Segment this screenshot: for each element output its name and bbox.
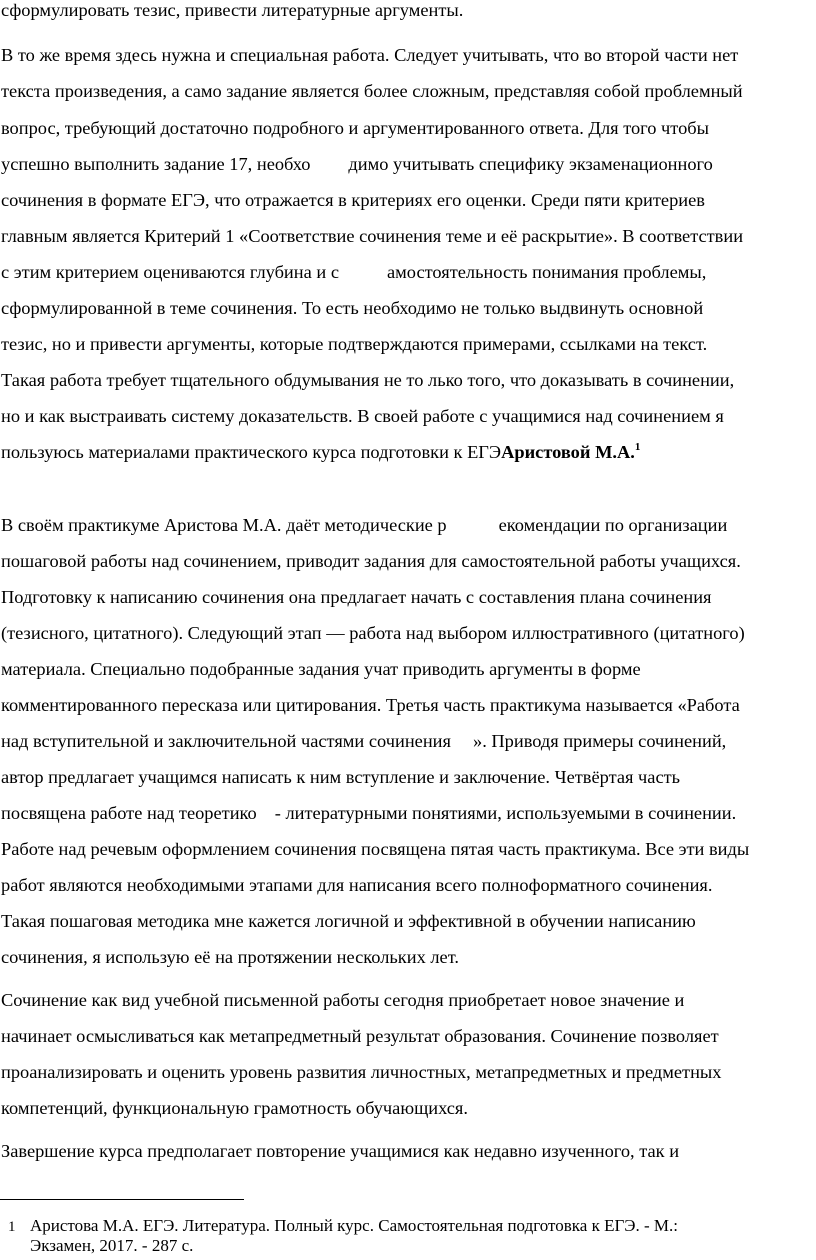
text-line: текста произведения, а само задание является более сложным, представляя собой проблемный [1, 81, 743, 101]
text-line: Завершение курса предполагает повторение учащимися как недавно изученного, так и [1, 1141, 680, 1161]
text-fragment: димо учитывать специфику экзаменационного [348, 154, 713, 174]
text-line: комментированного пересказа или цитирования. Третья часть практикума называется «Работа [1, 695, 740, 715]
text-line [1, 730, 726, 752]
text-line [1, 261, 706, 283]
text-line: проанализировать и оценить уровень развития личностных, метапредметных и предметных [1, 1062, 722, 1082]
text-fragment: над вступительной и заключительной частями сочинения [1, 731, 451, 751]
text-line: начинает осмысливаться как метапредметный результат образования. Сочинение позволяет [1, 1026, 719, 1046]
text-line: Работе над речевым оформлением сочинения посвящена пятая часть практикума. Все эти виды [1, 839, 750, 859]
footnote-separator [0, 1199, 244, 1200]
text-line: Сочинение как вид учебной письменной работы сегодня приобретает новое значение и [1, 990, 685, 1010]
text-line [1, 441, 640, 463]
text-line [1, 153, 713, 175]
footnote-text: Экзамен, 2017. - 287 с. [30, 1236, 194, 1255]
footnote-number: 1 [8, 1219, 16, 1235]
text-fragment: - литературными понятиями, используемыми в сочинении. [274, 803, 737, 823]
author-name: Аристовой М.А. [501, 442, 635, 462]
text-fragment: с этим критерием оцениваются глубина и с [1, 262, 339, 282]
text-line: вопрос, требующий достаточно подробного и аргументированного ответа. Для того чтобы [1, 118, 710, 138]
text-fragment: ». Приводя примеры сочинений, [473, 731, 727, 751]
footnote-text: Аристова М.А. ЕГЭ. Литература. Полный курс. Самостоятельная подготовка к ЕГЭ. - М.: [30, 1216, 679, 1235]
text-line: автор предлагает учащимся написать к ним вступление и заключение. Четвёртая часть [1, 767, 681, 787]
text-line: сформулированной в теме сочинения. То есть необходимо не только выдвинуть основной [1, 298, 704, 318]
text-line: сочинения в формате ЕГЭ, что отражается в критериях его оценки. Среди пяти критериев [1, 190, 705, 210]
text-line: Такая работа требует тщательного обдумывания не то лько того, что доказывать в сочинении, [1, 370, 735, 390]
text-line: сформулировать тезис, привести литературные аргументы. [1, 0, 464, 20]
text-line: (тезисного, цитатного). Следующий этап — работа над выбором иллюстративного (цитатного) [1, 623, 745, 643]
text-line: работ являются необходимыми этапами для написания всего полноформатного сочинения. [1, 875, 713, 895]
text-line: тезис, но и привести аргументы, которые подтверждаются примерами, ссылками на текст. [1, 334, 708, 354]
text-line [1, 802, 736, 824]
text-line: В то же время здесь нужна и специальная работа. Следует учитывать, что во второй части нет [1, 45, 739, 65]
text-fragment: посвящена работе над теоретико [1, 803, 257, 823]
text-line: материала. Специально подобранные задания учат приводить аргументы в форме [1, 659, 641, 679]
text-fragment: успешно выполнить задание 17, необхо [1, 154, 311, 174]
text-line: но и как выстраивать систему доказательств. В своей работе с учащимися над сочинением я [1, 406, 724, 426]
text-line: компетенций, функциональную грамотность обучающихся. [1, 1098, 468, 1118]
text-fragment: пользуюсь материалами практического курса подготовки к ЕГЭ [1, 442, 502, 462]
text-line [1, 514, 727, 536]
text-line: сочинения, я использую её на протяжении нескольких лет. [1, 947, 459, 967]
text-line: Подготовку к написанию сочинения она предлагает начать с составления плана сочинения [1, 587, 712, 607]
text-line: пошаговой работы над сочинением, приводит задания для самостоятельной работы учащихся. [1, 551, 741, 571]
text-line: Такая пошаговая методика мне кажется логичной и эффективной в обучении написанию [1, 911, 696, 931]
text-fragment: екомендации по организации [498, 515, 728, 535]
text-fragment: амостоятельность понимания проблемы, [386, 262, 707, 282]
text-fragment: В своём практикуме Аристова М.А. даёт методические р [1, 515, 447, 535]
text-line: главным является Критерий 1 «Соответствие сочинения теме и её раскрытие». В соответствии [1, 226, 744, 246]
footnote-reference[interactable]: 1 [634, 441, 641, 453]
